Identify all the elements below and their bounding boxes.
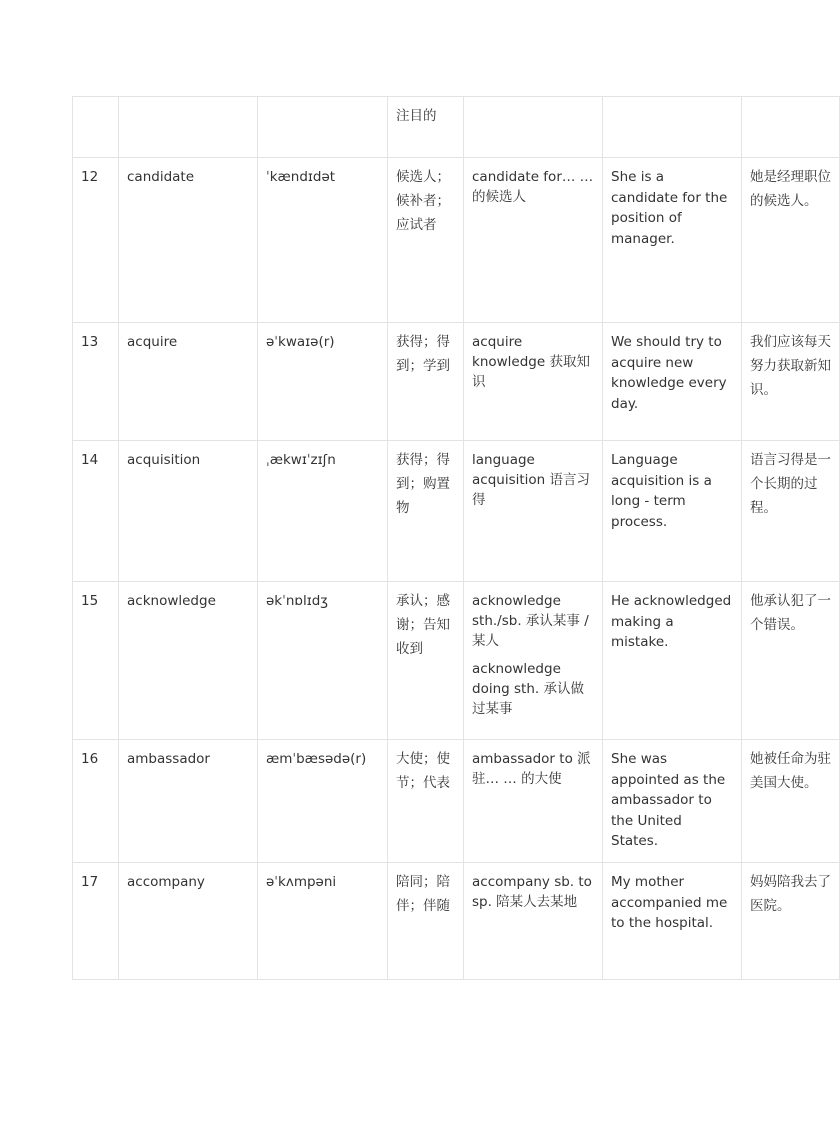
row-number-cell: 14 (73, 441, 119, 582)
example-english-cell: She is a candidate for the position of manager. (603, 158, 742, 323)
phonetic-cell: ˌækwɪˈzɪʃn (258, 441, 388, 582)
phrase-cell (464, 582, 603, 740)
chinese-meaning-cell: 大使；使节；代表 (388, 740, 464, 863)
table-row (73, 863, 840, 980)
chinese-meaning-cell: 获得；得到；购置物 (388, 441, 464, 582)
phonetic-cell: əkˈnɒlɪdʒ (258, 582, 388, 740)
chinese-meaning-cell: 承认；感谢；告知收到 (388, 582, 464, 740)
example-english-cell: My mother accompanied me to the hospital. (603, 863, 742, 980)
example-chinese-cell: 语言习得是一个长期的过程。 (742, 441, 840, 582)
chinese-meaning-cell: 注目的 (388, 97, 464, 158)
phrase-text: acquire knowledge 获取知识 (472, 334, 590, 390)
phrase-text: ambassador to 派驻… … 的大使 (472, 751, 591, 787)
example-chinese-cell: 妈妈陪我去了医院。 (742, 863, 840, 980)
phrase-text: candidate for… … 的候选人 (472, 169, 594, 205)
example-english-cell: Language acquisition is a long - term process. (603, 441, 742, 582)
table-row (73, 441, 840, 582)
word-cell: acquisition (119, 441, 258, 582)
phrase-cell (464, 323, 603, 441)
table-row (73, 582, 840, 740)
example-chinese-cell: 他承认犯了一个错误。 (742, 582, 840, 740)
word-cell: accompany (119, 863, 258, 980)
example-chinese-cell: 她是经理职位的候选人。 (742, 158, 840, 323)
example-english-cell: She was appointed as the ambassador to the United States. (603, 740, 742, 863)
vocabulary-table (72, 96, 840, 980)
phonetic-cell: ˈkændɪdət (258, 158, 388, 323)
row-number-cell: 17 (73, 863, 119, 980)
word-cell: acquire (119, 323, 258, 441)
chinese-meaning-cell: 候选人；候补者；应试者 (388, 158, 464, 323)
example-english-cell: We should try to acquire new knowledge every day. (603, 323, 742, 441)
row-number-cell: 16 (73, 740, 119, 863)
word-cell (119, 97, 258, 158)
phonetic-cell: əˈkʌmpəni (258, 863, 388, 980)
word-cell: acknowledge (119, 582, 258, 740)
table-row (73, 740, 840, 863)
example-english-cell: He acknowledged making a mistake. (603, 582, 742, 740)
phrase-text: accompany sb. to sp. 陪某人去某地 (472, 874, 592, 910)
chinese-meaning-cell: 陪同；陪伴；伴随 (388, 863, 464, 980)
phrase-cell (464, 158, 603, 323)
phonetic-cell: əˈkwaɪə(r) (258, 323, 388, 441)
example-chinese-cell: 她被任命为驻美国大使。 (742, 740, 840, 863)
example-english-cell (603, 97, 742, 158)
phrase-cell (464, 441, 603, 582)
chinese-meaning-cell: 获得；得到；学到 (388, 323, 464, 441)
phonetic-cell (258, 97, 388, 158)
phrase-cell (464, 863, 603, 980)
table-row (73, 158, 840, 323)
table-row (73, 323, 840, 441)
phrase-cell (464, 740, 603, 863)
example-chinese-cell: 我们应该每天努力获取新知识。 (742, 323, 840, 441)
phonetic-cell: æmˈbæsədə(r) (258, 740, 388, 863)
table-row (73, 97, 840, 158)
row-number-cell: 13 (73, 323, 119, 441)
example-chinese-cell (742, 97, 840, 158)
phrase-text: language acquisition 语言习得 (472, 452, 591, 508)
row-number-cell (73, 97, 119, 158)
phrase-text: acknowledge doing sth. 承认做过某事 (472, 661, 584, 717)
word-cell: ambassador (119, 740, 258, 863)
row-number-cell: 15 (73, 582, 119, 740)
row-number-cell: 12 (73, 158, 119, 323)
word-cell: candidate (119, 158, 258, 323)
phrase-cell (464, 97, 603, 158)
phrase-text: acknowledge sth./sb. 承认某事 / 某人 (472, 593, 589, 649)
